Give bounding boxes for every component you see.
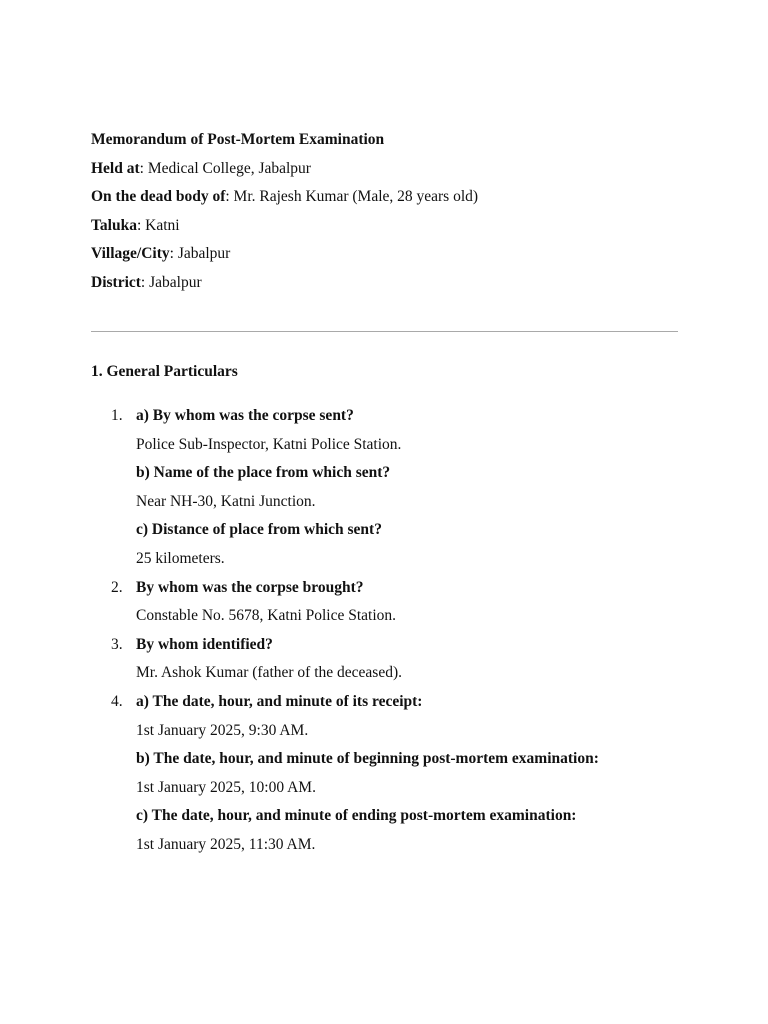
answer: 1st January 2025, 11:30 AM. (136, 835, 316, 853)
answer: Constable No. 5678, Katni Police Station. (136, 607, 397, 625)
field-held-at (91, 155, 691, 184)
answer: 1st January 2025, 10:00 AM. (136, 778, 316, 796)
question: By whom was the corpse brought? (136, 578, 364, 596)
field-dead-body-of (91, 183, 691, 212)
answer: Near NH-30, Katni Junction. (136, 492, 316, 510)
horizontal-divider (91, 331, 678, 332)
field-value: : Jabalpur (140, 273, 202, 291)
list-item (91, 631, 711, 688)
answer: 1st January 2025, 9:30 AM. (136, 721, 309, 739)
memo-header (91, 126, 691, 297)
field-value: : Medical College, Jabalpur (139, 159, 311, 177)
field-label: Village/City (91, 245, 170, 262)
section-heading: 1. General Particulars (91, 363, 238, 380)
question: By whom identified? (136, 635, 273, 653)
question: c) The date, hour, and minute of ending post-mortem examination: (136, 807, 577, 825)
answer: Police Sub-Inspector, Katni Police Station. (136, 435, 402, 453)
answer: 25 kilometers. (136, 549, 225, 567)
item-number: 2. (111, 578, 123, 596)
question: b) The date, hour, and minute of beginning post-mortem examination: (136, 750, 599, 768)
field-village-city (91, 240, 691, 269)
field-value: : Jabalpur (169, 245, 231, 262)
field-label: Taluka (91, 216, 137, 234)
list-item (91, 574, 711, 631)
question: a) By whom was the corpse sent? (136, 407, 354, 424)
field-district (91, 269, 691, 298)
question: b) Name of the place from which sent? (136, 464, 391, 482)
question: a) The date, hour, and minute of its receipt: (136, 692, 423, 710)
particulars-list (91, 402, 711, 860)
field-value: : Katni (136, 216, 180, 234)
field-label: Held at (91, 159, 140, 177)
item-number: 1. (111, 407, 123, 424)
item-number: 3. (111, 635, 123, 653)
list-item (91, 402, 711, 574)
field-label: On the dead body of (91, 188, 226, 205)
field-taluka (91, 212, 691, 241)
field-label: District (91, 273, 141, 291)
question: c) Distance of place from which sent? (136, 521, 382, 539)
list-item (91, 688, 711, 860)
field-value: : Mr. Rajesh Kumar (Male, 28 years old) (225, 188, 479, 205)
item-number: 4. (111, 692, 123, 710)
memo-title: Memorandum of Post-Mortem Examination (91, 131, 385, 148)
answer: Mr. Ashok Kumar (father of the deceased). (136, 664, 402, 682)
